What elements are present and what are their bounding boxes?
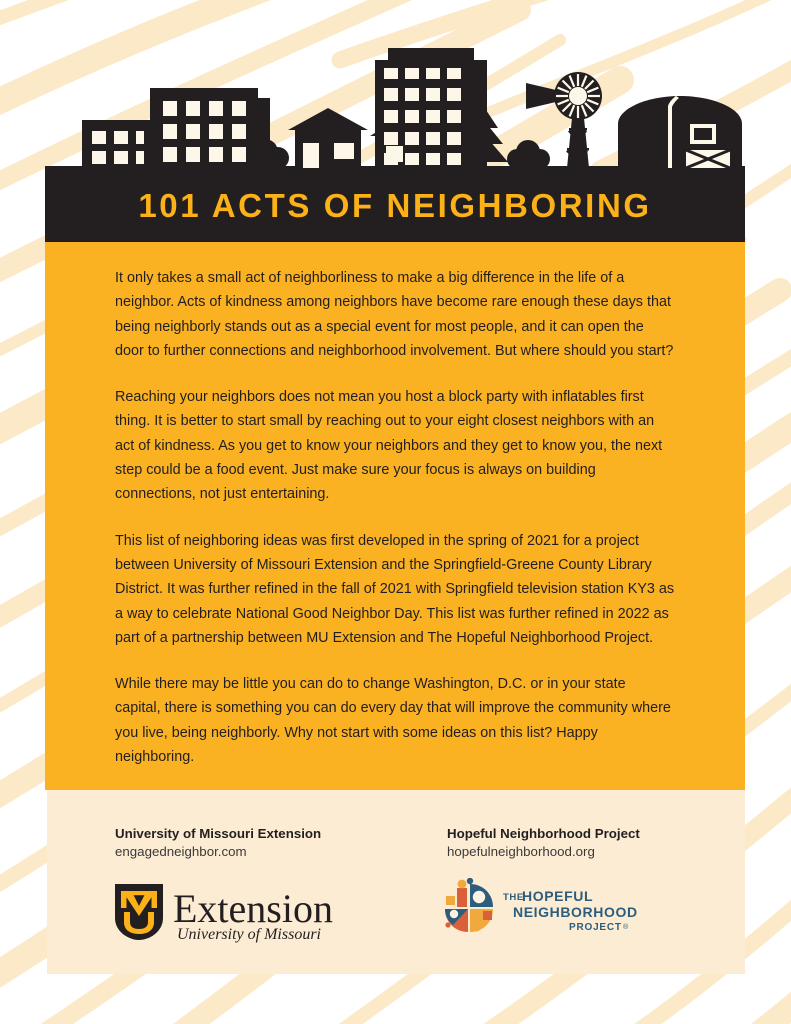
page-title: 101 ACTS OF NEIGHBORING xyxy=(138,187,652,224)
hnp-logo-registered: ® xyxy=(623,924,629,931)
intro-paragraph-3: This list of neighboring ideas was first developed in the spring of 2021 for a project between University of Missouri Extension and the Springfield-Greene County Library District. It was further refined in the fall of 2021 with Springfield television station KY3 as a way to celebrate National Good Neighbor Day. This list was further refined in 2022 as part of a partnership between MU Extension and The Hopeful Neighborhood Project. xyxy=(115,532,675,646)
mu-logo-subtitle: University of Missouri xyxy=(177,926,321,943)
hopeful-neighborhood-project-logo xyxy=(439,878,639,938)
mu-extension-logo xyxy=(111,882,343,944)
intro-paragraph-4: While there may be little you can do to change Washington, D.C. or in your state capital, there is something you can do every day that will improve the community where you live, being neighborly. Why not start with some ideas on this list? Happy neighboring. xyxy=(115,676,671,766)
hnp-logo-line1: THE xyxy=(503,892,524,903)
intro-text-panel xyxy=(45,242,745,790)
intro-paragraph-2: Reaching your neighbors does not mean you host a block party with inflatables first thing. It is better to start small by reaching out to your eight closest neighbors with an act of kindness. As you get to know your neighbors and they get to know you, the next step could be a food event. Just make sure your focus is always on building connections, not just entertaining. xyxy=(115,389,663,503)
poster-title-bar xyxy=(45,170,745,242)
mu-logo-wordmark: Extension xyxy=(173,886,333,931)
footer-org-name-hnp: Hopeful Neighborhood Project xyxy=(447,826,640,841)
hnp-pinwheel-mark xyxy=(445,878,493,932)
hnp-logo-line2: NEIGHBORHOOD xyxy=(513,904,638,920)
footer-url-hnp[interactable]: hopefulneighborhood.org xyxy=(447,844,595,859)
hnp-logo-line1b: HOPEFUL xyxy=(522,888,594,904)
intro-paragraph-1: It only takes a small act of neighborliness to make a big difference in the life of a neighbor. Acts of kindness among neighbors have become rare enough these days that being neighborly stands out as a special event for most people, and it can open the door to further connections and neighborhood involvement. But where should you start? xyxy=(115,270,674,359)
hnp-logo-line3: PROJECT xyxy=(569,922,622,933)
footer-column-mu-extension xyxy=(115,826,321,859)
footer-url-mu[interactable]: engagedneighbor.com xyxy=(115,844,247,859)
footer-org-name-mu: University of Missouri Extension xyxy=(115,826,322,841)
footer-panel xyxy=(47,790,745,974)
footer-column-hopeful-neighborhood xyxy=(447,826,640,859)
neighborhood-skyline-icon xyxy=(0,0,791,180)
